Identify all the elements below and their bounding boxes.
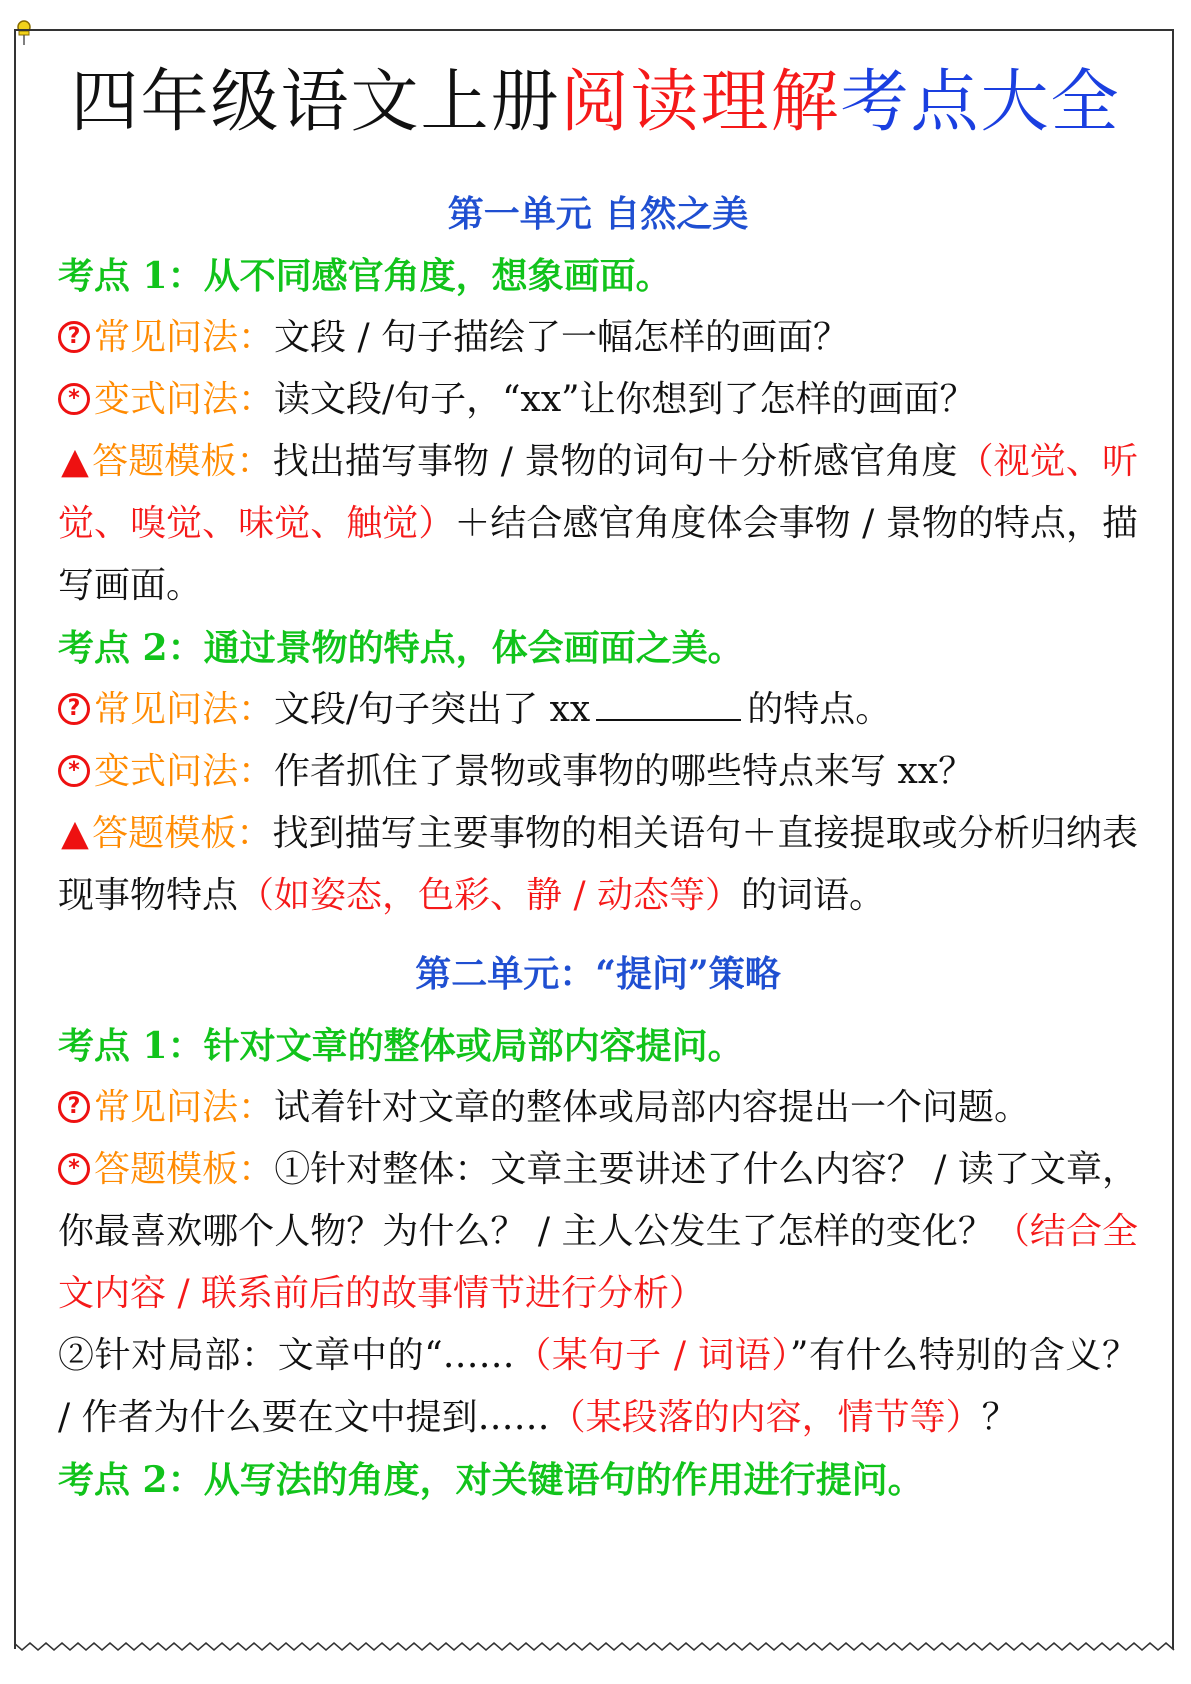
document-title — [0, 58, 1191, 148]
template-text-c: ”有什么特别的含义？ / 作者为什么要在文中提到…… — [58, 1335, 1138, 1438]
variant-label: 变式问法： — [94, 751, 275, 792]
template-senses: （视觉、听觉、嗅觉、味觉、触觉） — [58, 441, 1138, 544]
common-text: 文段 / 句子描绘了一幅怎样的画面？ — [274, 317, 850, 358]
question-circle-icon: ? — [58, 321, 90, 353]
template-hint-a: （结合全文内容 / 联系前后的故事情节进行分析） — [58, 1211, 1138, 1314]
template-text-a: ①针对整体：文章主要讲述了什么内容？ / 读了文章，你最喜欢哪个人物？为什么？ / 主人公发生了怎样的变化？ — [58, 1149, 1138, 1252]
variant-text: 作者抓住了景物或事物的哪些特点来写 xx？ — [274, 751, 975, 792]
unit1-kp2-variant — [58, 741, 1138, 803]
common-label: 常见问法： — [94, 317, 275, 358]
question-circle-icon: ? — [58, 693, 90, 725]
unit2-kp1-title: 考点 1：针对文章的整体或局部内容提问。 — [58, 1025, 744, 1067]
unit2-heading: 第二单元：“提问”策略 — [415, 953, 781, 995]
variant-text: 读文段/句子，“xx”让你想到了怎样的画面？ — [274, 379, 976, 420]
template-hint-b: （某句子 / 词语） — [514, 1335, 790, 1376]
unit1-kp2-common — [58, 679, 1138, 741]
fill-blank — [596, 689, 741, 721]
template-label: 答题模板： — [94, 1149, 275, 1190]
unit1-kp1-title: 考点 1：从不同感官角度，想象画面。 — [58, 255, 672, 297]
template-text-b: ＋结合感官角度体会事物 / 景物的特点，描写画面。 — [58, 503, 1138, 606]
content — [58, 183, 1138, 1511]
torn-edge-border — [14, 1640, 1176, 1654]
triangle-icon: ▲ — [61, 813, 89, 854]
unit1-kp1-template — [58, 431, 1138, 617]
template-text-a: 找到描写主要事物的相关语句＋直接提取或分析归纳表现事物特点 — [58, 813, 1138, 916]
title-part-grade: 四年级语文上册 — [70, 63, 561, 142]
unit2-kp1-template — [58, 1139, 1138, 1325]
title-part-reading: 阅读理解 — [560, 63, 841, 142]
asterisk-circle-icon: * — [58, 1153, 90, 1185]
asterisk-circle-icon: * — [58, 755, 90, 787]
unit1-kp2-template — [58, 803, 1138, 927]
question-circle-icon: ? — [58, 1091, 90, 1123]
unit1-heading: 第一单元 自然之美 — [447, 193, 749, 235]
asterisk-circle-icon: * — [58, 383, 90, 415]
common-label: 常见问法： — [94, 1087, 275, 1128]
unit2-kp1-common — [58, 1077, 1138, 1139]
template-text-a: 找出描写事物 / 景物的词句＋分析感官角度 — [272, 441, 958, 482]
variant-label: 变式问法： — [94, 379, 275, 420]
triangle-icon: ▲ — [61, 441, 89, 482]
common-text-a: 文段/句子突出了 xx — [274, 689, 591, 730]
unit2-kp2-title: 考点 2：从写法的角度，对关键语句的作用进行提问。 — [58, 1459, 924, 1501]
unit1-kp1-variant — [58, 369, 1138, 431]
template-text-b: 的词语。 — [741, 875, 886, 916]
template-text-d: ？ — [981, 1397, 1018, 1438]
template-hint-c: （某段落的内容，情节等） — [549, 1397, 982, 1438]
common-text-b: 的特点。 — [747, 689, 892, 730]
template-features: （如姿态，色彩、静 / 动态等） — [238, 875, 742, 916]
common-text: 试着针对文章的整体或局部内容提出一个问题。 — [274, 1087, 1031, 1128]
template-label: 答题模板： — [92, 813, 273, 854]
unit1-kp2-title: 考点 2：通过景物的特点，体会画面之美。 — [58, 627, 744, 669]
common-label: 常见问法： — [94, 689, 275, 730]
template-label: 答题模板： — [92, 441, 273, 482]
title-part-points: 考点大全 — [840, 63, 1121, 142]
unit2-kp1-template-part2 — [58, 1325, 1138, 1449]
unit1-kp1-common — [58, 307, 1138, 369]
template-text-b: ②针对局部：文章中的“…… — [58, 1335, 515, 1376]
